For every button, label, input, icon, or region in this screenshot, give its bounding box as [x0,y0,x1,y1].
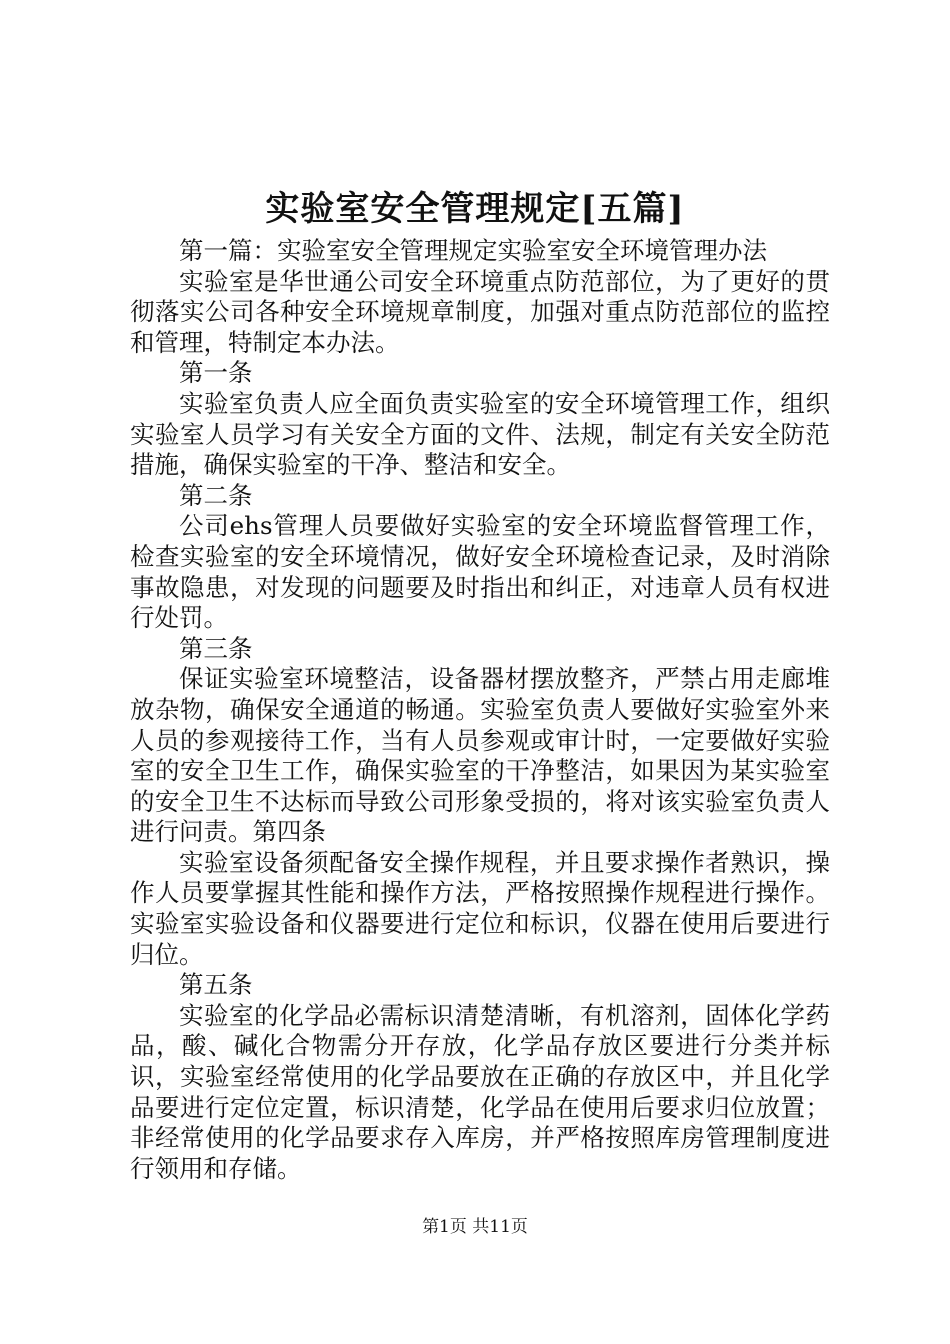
article-heading: 第二条 [179,480,253,510]
paragraph: 实验室负责人应全面负责实验室的安全环境管理工作，组织实验室人员学习有关安全方面的文件、法规，制定有关安全防范措施，确保实验室的干净、整洁和安全。 [130,388,830,480]
article-heading: 第一条 [179,358,253,388]
document-body [130,236,830,1184]
paragraph: 实验室的化学品必需标识清楚清晰，有机溶剂，固体化学药品，酸、碱化合物需分开存放，化学品存放区要进行分类并标识，实验室经常使用的化学品要放在正确的存放区中，并且化学品要进行定位定置，标识清楚，化学品在使用后要求归位放置；非经常使用的化学品要求存入库房，并严格按照库房管理制度进行领用和存储。 [130,1000,830,1183]
paragraph: 保证实验室环境整洁，设备器材摆放整齐，严禁占用走廊堆放杂物，确保安全通道的畅通。实验室负责人要做好实验室外来人员的参观接待工作，当有人员参观或审计时，一定要做好实验室的安全卫生工作，确保实验室的干净整洁，如果因为某实验室的安全卫生不达标而导致公司形象受损的，将对该实验室负责人进行问责。第四条 [130,664,830,847]
paragraph: 实验室设备须配备安全操作规程，并且要求操作者熟识，操作人员要掌握其性能和操作方法，严格按照操作规程进行操作。实验室实验设备和仪器要进行定位和标识，仪器在使用后要进行归位。 [130,847,830,969]
article-heading: 第五条 [179,970,253,1000]
section-heading: 第一篇：实验室安全管理规定实验室安全环境管理办法 [179,236,767,265]
paragraph: 实验室是华世通公司安全环境重点防范部位，为了更好的贯彻落实公司各种安全环境规章制度，加强对重点防范部位的监控和管理，特制定本办法。 [130,266,830,357]
article-heading: 第三条 [179,633,253,663]
page-number-footer: 第1页 共11页 [422,1217,528,1237]
paragraph: 公司ehs管理人员要做好实验室的安全环境监督管理工作，检查实验室的安全环境情况，做好安全环境检查记录，及时消除事故隐患，对发现的问题要及时指出和纠正，对违章人员有权进行处罚。 [130,511,830,633]
document-title: 实验室安全管理规定[五篇] [265,189,685,229]
